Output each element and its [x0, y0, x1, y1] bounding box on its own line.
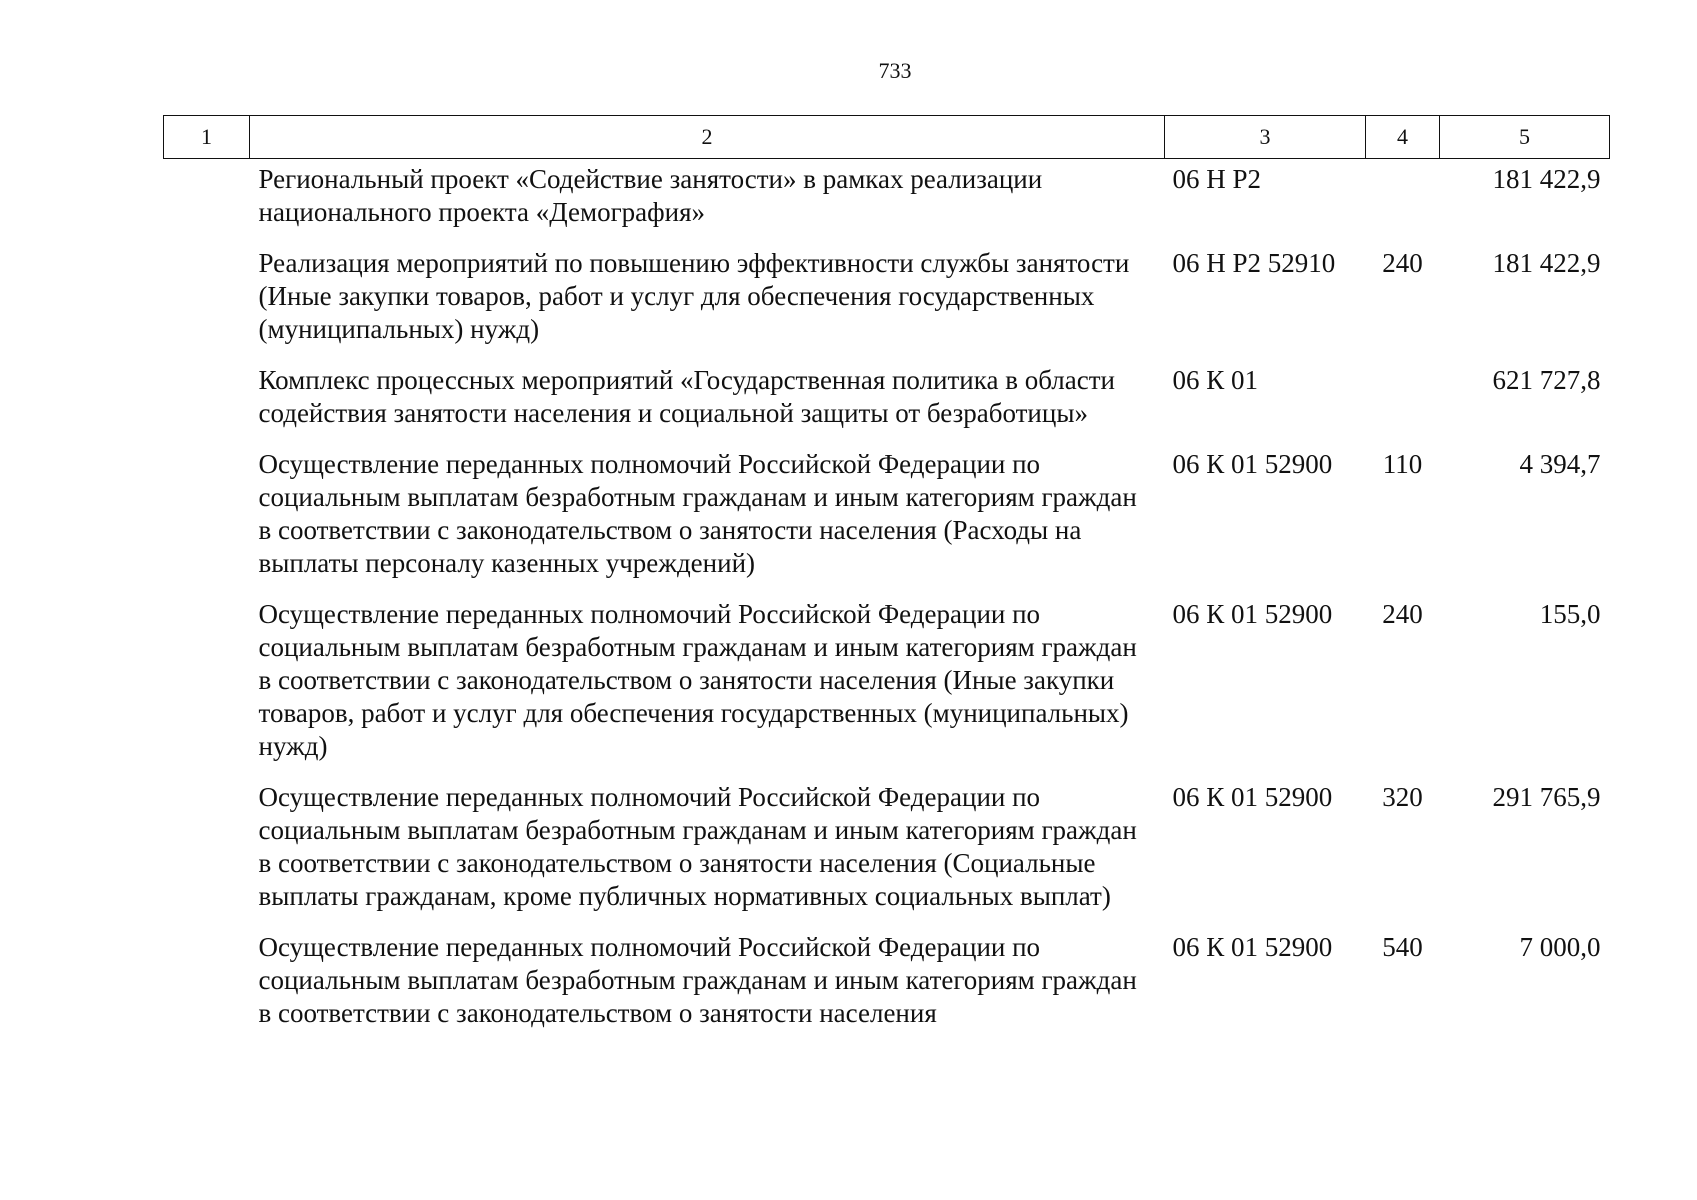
- target-code-cell: 06 К 01 52900: [1172, 449, 1333, 479]
- expense-type-cell: [1366, 159, 1440, 237]
- expense-name-cell: Комплекс процессных мероприятий «Государственная политика в области содействия занятости населения и социальной защиты от безработицы»: [258, 365, 1115, 428]
- column-header: 2: [250, 116, 1165, 159]
- expense-name-cell: Осуществление переданных полномочий Российской Федерации по социальным выплатам безработным гражданам и иным категориям граждан в соответствии с законодательством о занятости населения: [258, 932, 1137, 1028]
- expense-name-cell: Осуществление переданных полномочий Российской Федерации по социальным выплатам безработным гражданам и иным категориям граждан в соответствии с законодательством о занятости населения (Иные закупки товаров, работ и услуг для обеспечения государственных (муниципальных) нужд): [258, 599, 1137, 761]
- target-code-cell: 06 К 01: [1172, 365, 1259, 395]
- column-header: 4: [1366, 116, 1440, 159]
- column-header: 5: [1440, 116, 1610, 159]
- row-number-cell: [164, 770, 250, 920]
- row-number-cell: [164, 920, 250, 1037]
- column-header: 3: [1165, 116, 1366, 159]
- amount-cell: 4 394,7: [1519, 449, 1601, 479]
- page-number: 733: [878, 58, 912, 83]
- amount-cell: 621 727,8: [1492, 365, 1601, 395]
- expense-type-cell: 240: [1382, 248, 1423, 278]
- table-row: [164, 236, 1610, 353]
- column-header: 1: [164, 116, 250, 159]
- amount-cell: 181 422,9: [1492, 248, 1601, 278]
- row-number-cell: [164, 437, 250, 587]
- target-code-cell: 06 Н Р2: [1172, 164, 1262, 194]
- amount-cell: 7 000,0: [1519, 932, 1601, 962]
- target-code-cell: 06 К 01 52900: [1172, 782, 1333, 812]
- expense-type-cell: 320: [1382, 782, 1423, 812]
- expense-name-cell: Региональный проект «Содействие занятости» в рамках реализации национального проекта «Демография»: [258, 164, 1043, 227]
- expense-type-cell: 540: [1382, 932, 1423, 962]
- table-row: [164, 770, 1610, 920]
- table-row: [164, 437, 1610, 587]
- amount-cell: 155,0: [1539, 599, 1601, 629]
- target-code-cell: 06 К 01 52900: [1172, 932, 1333, 962]
- expense-name-cell: Осуществление переданных полномочий Российской Федерации по социальным выплатам безработным гражданам и иным категориям граждан в соответствии с законодательством о занятости населения (Расходы на выплаты персоналу казенных учреждений): [258, 449, 1137, 578]
- amount-cell: 291 765,9: [1492, 782, 1601, 812]
- target-code-cell: 06 К 01 52900: [1172, 599, 1333, 629]
- table-row: [164, 920, 1610, 1037]
- budget-table: [163, 115, 1610, 1037]
- header-row: [164, 116, 1610, 159]
- table-row: [164, 587, 1610, 770]
- row-number-cell: [164, 236, 250, 353]
- row-number-cell: [164, 353, 250, 437]
- table-row: [164, 159, 1610, 237]
- expense-name-cell: Осуществление переданных полномочий Российской Федерации по социальным выплатам безработным гражданам и иным категориям граждан в соответствии с законодательством о занятости населения (Социальные выплаты гражданам, кроме публичных нормативных социальных выплат): [258, 782, 1137, 911]
- expense-type-cell: 240: [1382, 599, 1423, 629]
- table-row: [164, 353, 1610, 437]
- row-number-cell: [164, 159, 250, 237]
- expense-type-cell: [1366, 353, 1440, 437]
- expense-type-cell: 110: [1382, 449, 1423, 479]
- target-code-cell: 06 Н Р2 52910: [1172, 248, 1336, 278]
- amount-cell: 181 422,9: [1492, 164, 1601, 194]
- row-number-cell: [164, 587, 250, 770]
- expense-name-cell: Реализация мероприятий по повышению эффективности службы занятости (Иные закупки товаров, работ и услуг для обеспечения государственных (муниципальных) нужд): [258, 248, 1130, 344]
